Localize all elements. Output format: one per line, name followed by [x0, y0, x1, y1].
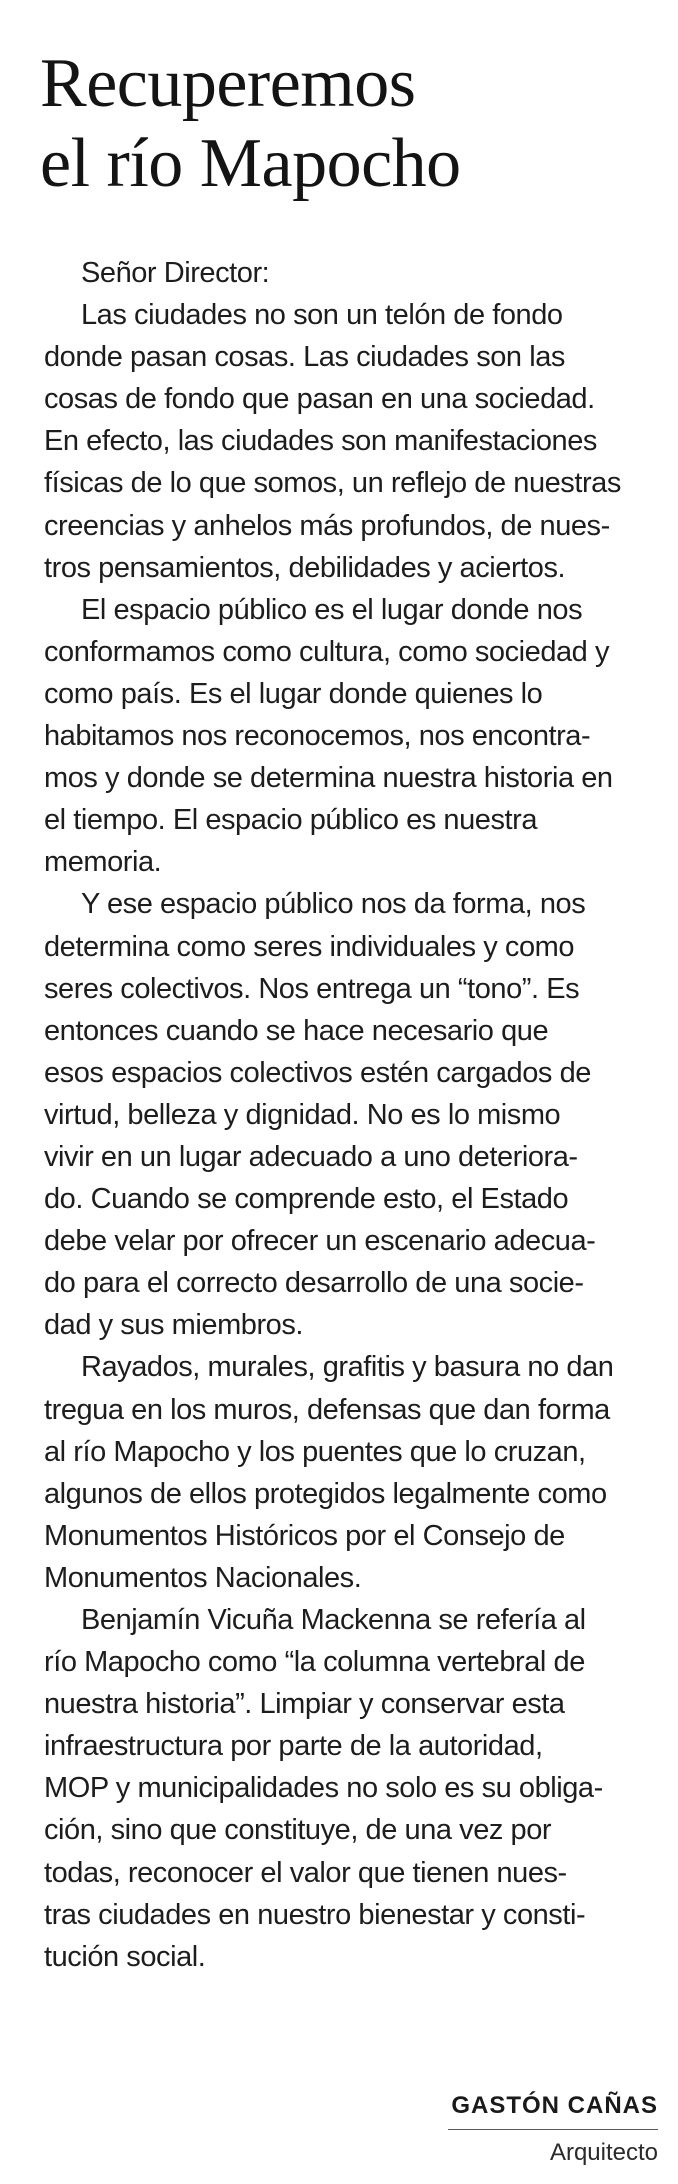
title-line: el río Mapocho	[40, 125, 461, 202]
body-line: cosas de fondo que pasan en una sociedad.	[44, 383, 595, 416]
body-line: memoria.	[44, 846, 162, 879]
article-title	[40, 44, 660, 204]
body-line: como país. Es el lugar donde quienes lo	[44, 677, 543, 710]
body-line: MOP y municipalidades no solo es su obliga-	[44, 1772, 603, 1805]
body-line: río Mapocho como “la columna vertebral de	[44, 1646, 585, 1679]
body-line: Rayados, murales, grafitis y basura no dan	[81, 1351, 614, 1384]
body-line: En efecto, las ciudades son manifestaciones	[44, 425, 597, 458]
body-line: tución social.	[44, 1940, 206, 1973]
body-line: Y ese espacio público nos da forma, nos	[81, 888, 586, 921]
body-line: ción, sino que constituye, de una vez por	[44, 1814, 552, 1847]
body-line: esos espacios colectivos estén cargados de	[44, 1056, 591, 1089]
body-line: Las ciudades no son un telón de fondo	[81, 299, 563, 332]
body-line: el tiempo. El espacio público es nuestra	[44, 804, 538, 837]
body-line: creencias y anhelos más profundos, de nues-	[44, 509, 610, 542]
body-line: vivir en un lugar adecuado a uno deteriora-	[44, 1140, 578, 1173]
body-line: tros pensamientos, debilidades y aciertos.	[44, 551, 566, 584]
body-line: El espacio público es el lugar donde nos	[81, 593, 583, 626]
signature-block	[358, 2091, 658, 2168]
author-name: GASTÓN CAÑAS	[451, 2092, 658, 2119]
body-line: Monumentos Nacionales.	[44, 1561, 362, 1594]
body-line: tregua en los muros, defensas que dan forma	[44, 1393, 610, 1426]
body-line: físicas de lo que somos, un reflejo de nuestras	[44, 467, 621, 500]
body-line: tras ciudades en nuestro bienestar y consti-	[44, 1898, 586, 1931]
author-role: Arquitecto	[549, 2139, 658, 2166]
body-line: habitamos nos reconocemos, nos encontra-	[44, 720, 591, 753]
body-line: virtud, belleza y dignidad. No es lo mismo	[44, 1098, 561, 1131]
body-line: do para el correcto desarrollo de una socie-	[44, 1267, 584, 1300]
title-line: Recuperemos	[40, 45, 416, 122]
body-line: nuestra historia”. Limpiar y conservar esta	[44, 1688, 565, 1721]
letter-body	[44, 252, 664, 1978]
body-line: do. Cuando se comprende esto, el Estado	[44, 1183, 569, 1216]
body-line: seres colectivos. Nos entrega un “tono”. Es	[44, 972, 580, 1005]
body-line: dad y sus miembros.	[44, 1309, 303, 1342]
body-line: Señor Director:	[81, 257, 270, 289]
body-line: todas, reconocer el valor que tienen nues-	[44, 1856, 567, 1889]
signature-divider	[448, 2129, 658, 2130]
body-line: Monumentos Históricos por el Consejo de	[44, 1519, 565, 1552]
body-line: Benjamín Vicuña Mackenna se refería al	[81, 1604, 586, 1636]
body-line: infraestructura por parte de la autoridad,	[44, 1730, 543, 1763]
body-line: al río Mapocho y los puentes que lo cruzan,	[44, 1435, 586, 1468]
body-line: mos y donde se determina nuestra historia en	[44, 762, 613, 795]
body-line: determina como seres individuales y como	[44, 930, 575, 963]
body-line: donde pasan cosas. Las ciudades son las	[44, 341, 565, 374]
body-line: algunos de ellos protegidos legalmente como	[44, 1477, 607, 1510]
body-line: conformamos como cultura, como sociedad y	[44, 635, 610, 668]
body-line: entonces cuando se hace necesario que	[44, 1014, 549, 1047]
body-line: debe velar por ofrecer un escenario adecua-	[44, 1225, 596, 1258]
